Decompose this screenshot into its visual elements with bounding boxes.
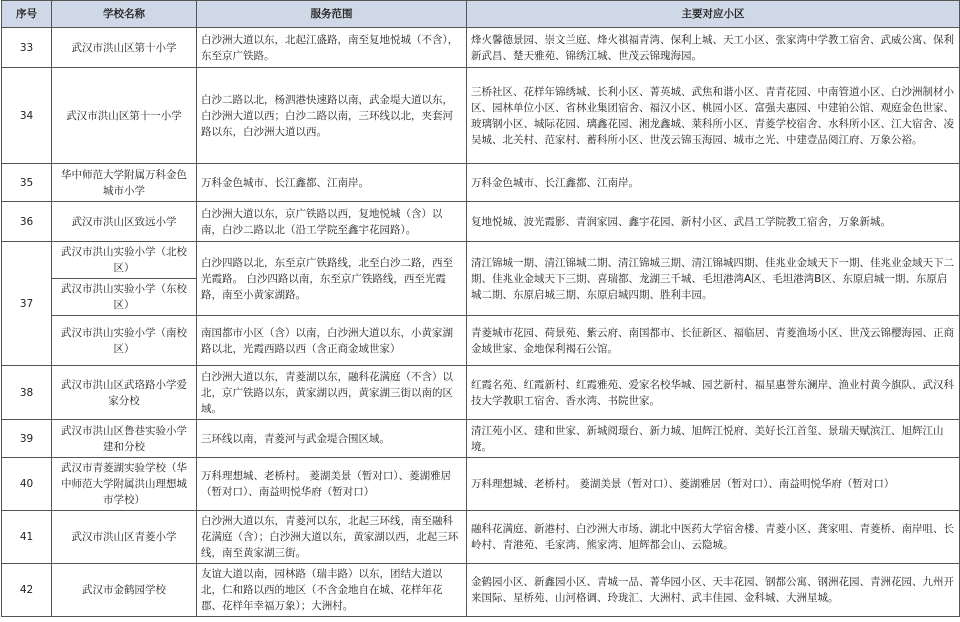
service-area: 万科金色城市、长江鑫都、江南岸。 bbox=[197, 164, 467, 202]
header-row bbox=[2, 1, 960, 28]
row-number: 35 bbox=[2, 164, 52, 202]
communities: 红霞名苑、红霞新村、红霞雅苑、爱家名校华城、园艺新村、福星惠誉东澜岸、渔业村黄今旗队、武汉科技大学教职工宿舍、香水湾、书院世家。 bbox=[467, 366, 960, 420]
communities: 三桥社区、花样年锦绣城、长利小区、菁英城、武焦和谐小区、青青花园、中南管道小区、白沙洲制材小区、园林单位小区、省林业集团宿舍、福汉小区、桃园小区、富强夫惠园、中建铂公馆、观庭金色世家、玻璃钢小区、城际花园、璃鑫花园、湘龙鑫城、莱科所小区、青菱学校宿舍、水科所小区、江大宿舍、凌吴城、北关村、范家村、蓄科所小区、世茂云锦玉海园、城市之光、中建壹品阅江府、万象公裕。 bbox=[467, 68, 960, 164]
communities: 金鹤园小区、新鑫园小区、青城一品、菁华园小区、天丰花园、钢都公寓、钢洲花园、青洲花园、九州开来国际、星桥苑、山河格调、玲珑汇、大洲村、武丰佳园、金科城、大洲星城。 bbox=[467, 564, 960, 617]
row-number: 41 bbox=[2, 511, 52, 564]
school-name: 武汉市洪山区第十一小学 bbox=[52, 68, 197, 164]
header-no: 序号 bbox=[2, 1, 52, 28]
school-name: 武汉市洪山区鲁巷实验小学建和分校 bbox=[52, 420, 197, 458]
row-number: 34 bbox=[2, 68, 52, 164]
school-district-table bbox=[1, 0, 960, 617]
table-row bbox=[2, 366, 960, 420]
communities: 融科花满庭、新港村、白沙洲大市场、湖北中医药大学宿舍楼、青菱小区、龚家咀、青菱桥、南岸咀、长岭村、青港苑、毛家湾、熊家湾、旭辉都会山、云隐城。 bbox=[467, 511, 960, 564]
school-name: 武汉市洪山实验小学（北校区） bbox=[52, 242, 197, 279]
table-row bbox=[2, 242, 960, 279]
service-area: 白沙洲大道以东，京广铁路以西，复地悦城（含）以南，白沙二路以北（沿工学院至鑫宇花园路）。 bbox=[197, 202, 467, 242]
table-row bbox=[2, 164, 960, 202]
communities: 复地悦城、波光霞影、青润家园、鑫宇花园、新村小区、武昌工学院教工宿舍，万象新城。 bbox=[467, 202, 960, 242]
communities: 青菱城市花园、荷景苑、紫云府、南国都市、长征新区、福临居、青菱渔场小区、世茂云锦樱海园、正商金域世家、金地保利褐石公馆。 bbox=[467, 316, 960, 366]
communities: 清江苑小区、建和世家、新城阅璟台、新力城、旭辉江悦府、美好长江首玺、景瑞天赋滨江、旭辉江山境。 bbox=[467, 420, 960, 458]
school-name: 武汉市洪山区致远小学 bbox=[52, 202, 197, 242]
service-area: 白沙洲大道以东，青菱河以东，北起三环线，南至融科花满庭（含）；白沙洲大道以东，黄家湖以西，北起三环线，南至黄家湖三街。 bbox=[197, 511, 467, 564]
table-row bbox=[2, 28, 960, 68]
school-name: 武汉市青菱湖实验学校（华中师范大学附属洪山理想城市学校） bbox=[52, 458, 197, 511]
school-name: 华中师范大学附属万科金色城市小学 bbox=[52, 164, 197, 202]
service-area: 友谊大道以南，园林路（瑞丰路）以东，团结大道以北，仁和路以西的地区（不含金地自在城、花样年花郡、花样年幸福万象）；大洲村。 bbox=[197, 564, 467, 617]
row-number: 37 bbox=[2, 242, 52, 366]
school-name: 武汉市洪山区青菱小学 bbox=[52, 511, 197, 564]
table-row bbox=[2, 316, 960, 366]
header-area: 服务范围 bbox=[197, 1, 467, 28]
communities: 清江锦城一期、清江锦城二期、清江锦城三期、清江锦城四期、佳兆业金域天下一期、佳兆业金域天下二期、佳兆业金域天下三期、喜瑞都、龙湖三千城、毛坦港湾A区、毛坦港湾B区、东原启城一期、东原启城二期、东原启城三期、东原启城四期、胜利丰园。 bbox=[467, 242, 960, 316]
service-area: 白沙洲大道以东，北起江盛路，南至复地悦城（不含），东至京广铁路。 bbox=[197, 28, 467, 68]
school-name: 武汉市洪山实验小学（南校区） bbox=[52, 316, 197, 366]
communities: 万科理想城、老桥村。 菱湖美景（暂对口）、菱湖雅居（暂对口）、南益明悦华府（暂对口） bbox=[467, 458, 960, 511]
row-number: 39 bbox=[2, 420, 52, 458]
header-communities: 主要对应小区 bbox=[467, 1, 960, 28]
service-area: 白沙二路以北，杨泗港快速路以南，武金堤大道以东，白沙洲大道以西；白沙二路以南，三环线以北，夹套河路以东，白沙洲大道以西。 bbox=[197, 68, 467, 164]
table-row bbox=[2, 511, 960, 564]
table-row bbox=[2, 68, 960, 164]
table-row bbox=[2, 202, 960, 242]
communities: 万科金色城市、长江鑫都、江南岸。 bbox=[467, 164, 960, 202]
service-area: 白沙洲大道以东，青菱湖以东，融科花满庭（不含）以北，京广铁路以东，黄家湖以西，黄家湖三街以南的区域。 bbox=[197, 366, 467, 420]
communities: 烽火馨德景园、崇文兰庭、烽火祺福青湾、保利上城、天工小区、张家湾中学教工宿舍、武威公寓、保利新武昌、楚天雅苑、锦绣江城、世茂云锦瑰海园。 bbox=[467, 28, 960, 68]
row-number: 38 bbox=[2, 366, 52, 420]
row-number: 33 bbox=[2, 28, 52, 68]
school-name: 武汉市洪山实验小学（东校区） bbox=[52, 279, 197, 316]
school-name: 武汉市金鹤园学校 bbox=[52, 564, 197, 617]
school-name: 武汉市洪山区第十小学 bbox=[52, 28, 197, 68]
table-row bbox=[2, 458, 960, 511]
row-number: 36 bbox=[2, 202, 52, 242]
header-school: 学校名称 bbox=[52, 1, 197, 28]
service-area: 万科理想城、老桥村。 菱湖美景（暂对口）、菱湖雅居（暂对口）、南益明悦华府（暂对口） bbox=[197, 458, 467, 511]
school-name: 武汉市洪山区武珞路小学爱家分校 bbox=[52, 366, 197, 420]
row-number: 40 bbox=[2, 458, 52, 511]
table-row bbox=[2, 564, 960, 617]
service-area: 三环线以南，青菱河与武金堤合围区域。 bbox=[197, 420, 467, 458]
row-number: 42 bbox=[2, 564, 52, 617]
service-area: 白沙四路以北，东至京广铁路线，北至白沙二路，西至光霞路。 白沙四路以南，东至京广铁路线，西至光霞路，南至小黄家湖路。 bbox=[197, 242, 467, 316]
service-area: 南国都市小区（含）以南，白沙洲大道以东，小黄家湖路以北，光霞西路以西（含正商金域世家） bbox=[197, 316, 467, 366]
table-row bbox=[2, 420, 960, 458]
